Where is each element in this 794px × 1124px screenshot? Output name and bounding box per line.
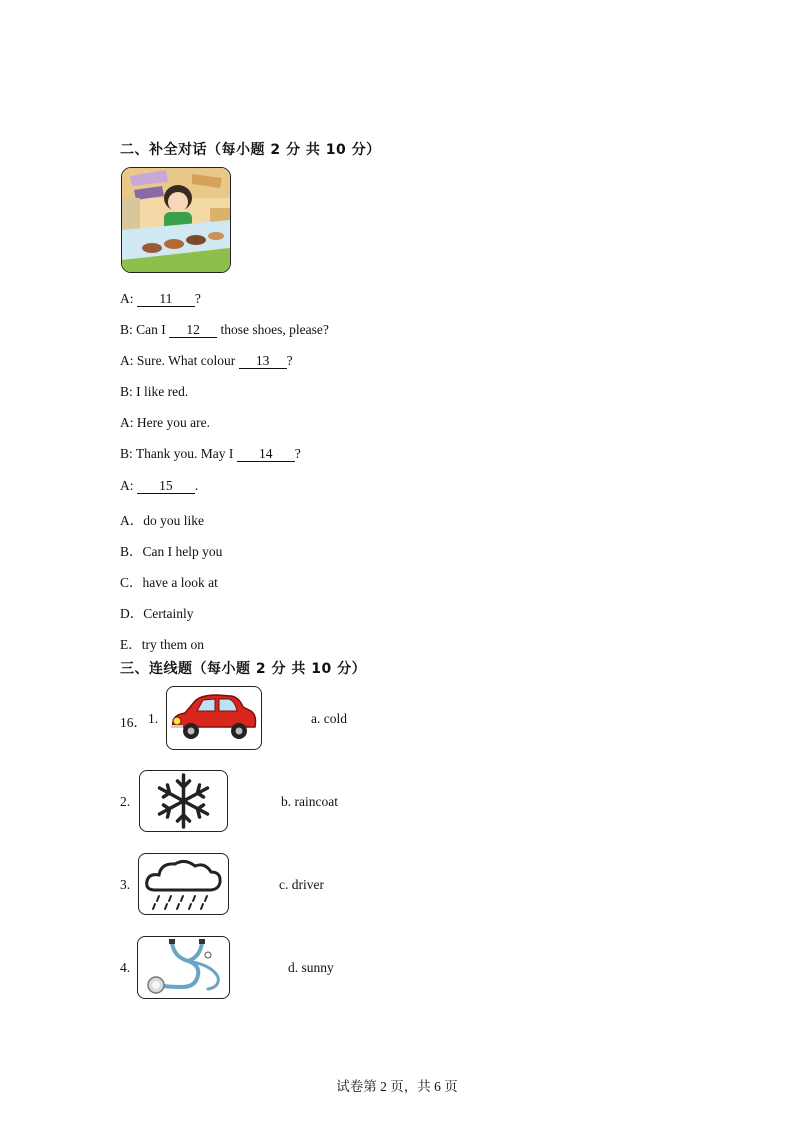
- dialogue-text: B: Can I: [120, 322, 170, 337]
- dialogue-line-5: [120, 415, 210, 431]
- dialogue-line-1: [120, 291, 201, 307]
- dialogue-text: A:: [120, 291, 137, 306]
- question-number: 16．: [120, 715, 147, 730]
- girl-at-shoe-shop-picture: [121, 167, 231, 273]
- answer-blank-12[interactable]: 12: [169, 323, 217, 338]
- dialogue-line-3: [120, 353, 293, 369]
- item-4-number: 4.: [120, 960, 131, 975]
- item-3-number: 3.: [120, 877, 131, 892]
- dialogue-line-7: [120, 478, 198, 494]
- option-a: A．do you like: [120, 513, 204, 528]
- dialogue-text: ?: [286, 353, 293, 368]
- option-e: E．try them on: [120, 637, 204, 652]
- answer-blank-11[interactable]: 11: [137, 292, 195, 307]
- option-c: C．have a look at: [120, 575, 218, 590]
- stethoscope-icon: [137, 936, 230, 999]
- dialogue-text: those shoes, please?: [217, 322, 329, 337]
- dialogue-text: ?: [194, 291, 201, 306]
- item-1-number: 1.: [148, 711, 159, 726]
- option-b: B．Can I help you: [120, 544, 223, 559]
- dialogue-line-2: [120, 322, 329, 338]
- answer-blank-13[interactable]: 13: [239, 354, 287, 369]
- dialogue-text: ?: [294, 446, 301, 461]
- dialogue-text: .: [194, 478, 199, 493]
- section-3-title: 三、连线题（每小题 2 分 共 10 分）: [120, 661, 367, 677]
- option-d: D．Certainly: [120, 606, 194, 621]
- dialogue-text: A: Here you are.: [120, 415, 210, 430]
- dialogue-text: B: Thank you. May I: [120, 446, 237, 461]
- dialogue-line-6: [120, 446, 301, 462]
- answer-b: b. raincoat: [281, 794, 338, 809]
- dialogue-text: A: Sure. What colour: [120, 353, 239, 368]
- dialogue-text: A:: [120, 478, 137, 493]
- red-car-icon: [166, 686, 262, 750]
- dialogue-text: B: I like red.: [120, 384, 189, 399]
- snowflake-icon: [139, 770, 228, 832]
- answer-c: c. driver: [279, 877, 324, 892]
- answer-d: d. sunny: [288, 960, 334, 975]
- answer-a: a. cold: [311, 711, 347, 726]
- section-2-title: 二、补全对话（每小题 2 分 共 10 分）: [120, 142, 381, 158]
- page-footer: 试卷第 2 页，共 6 页: [336, 1079, 458, 1094]
- item-2-number: 2.: [120, 794, 131, 809]
- dialogue-line-4: [120, 384, 188, 400]
- answer-blank-15[interactable]: 15: [137, 479, 195, 494]
- answer-blank-14[interactable]: 14: [237, 447, 295, 462]
- rain-cloud-icon: [138, 853, 229, 915]
